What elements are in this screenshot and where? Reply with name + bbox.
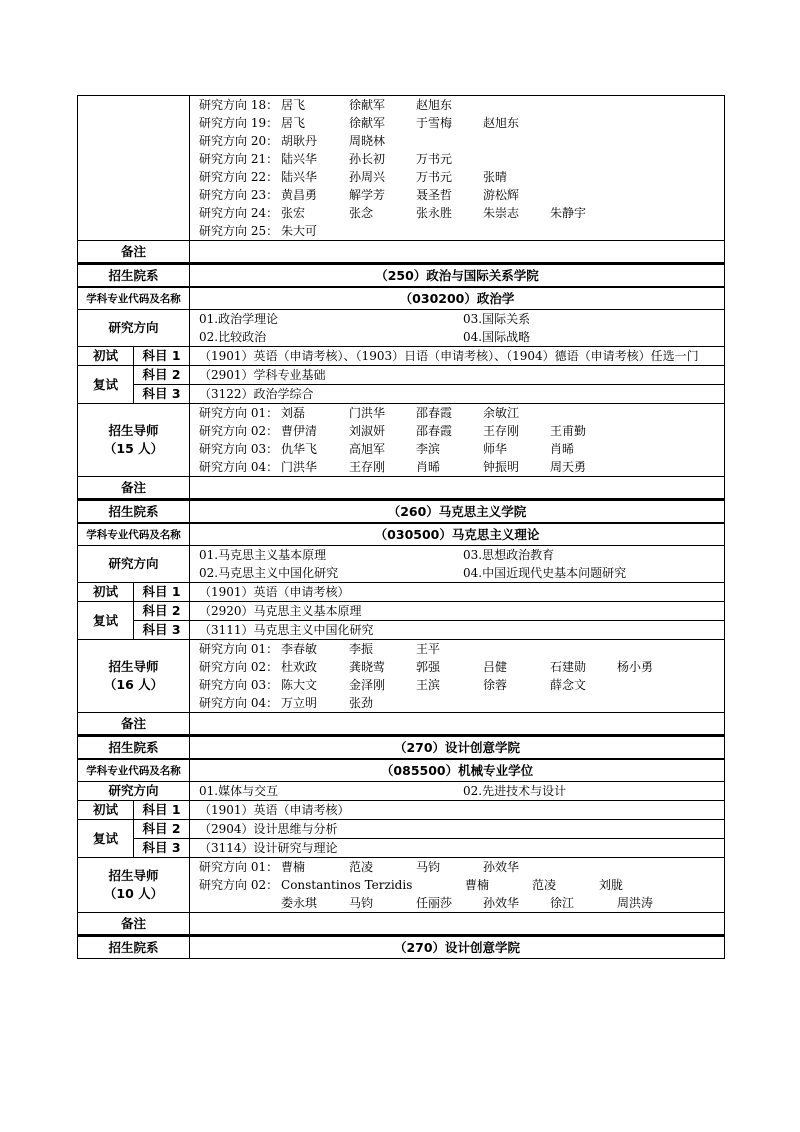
advisor-name: 杨小勇 [617, 660, 654, 674]
remarks-row [78, 477, 725, 499]
major-value: （085500）机械专业学位 [190, 759, 725, 782]
advisor-line [199, 96, 724, 114]
advisor-line [199, 222, 724, 240]
direction-item: 01.政治学理论 [199, 312, 279, 326]
direction-item: 02.马克思主义中国化研究 [199, 566, 339, 580]
advisor-name: 曹伊清 [281, 424, 318, 438]
advisor-name: 王滨 [416, 678, 441, 692]
research-directions [190, 782, 725, 801]
direction-item: 04.中国近现代史基本问题研究 [463, 566, 627, 580]
retest-label: 复试 [78, 366, 134, 404]
subject3-label: 科目 3 [134, 839, 190, 858]
advisor-name: 肖晞 [550, 442, 575, 456]
advisor-name: 陆兴华 [281, 152, 318, 166]
subject3-label: 科目 3 [134, 385, 190, 404]
advisor-name: 王存刚 [483, 424, 520, 438]
advisor-name: 石建勋 [550, 660, 587, 674]
advisor-name: 孙效华 [483, 860, 520, 874]
advisors-cell [190, 404, 725, 477]
advisor-direction-label: 研究方向 23： [199, 188, 279, 202]
section-table [77, 499, 725, 735]
advisors-row [78, 858, 725, 913]
advisor-name: 孙长初 [349, 152, 386, 166]
subject3-value: （3114）设计研究与理论 [190, 839, 725, 858]
direction-line [199, 782, 724, 800]
department-value: （250）政治与国际关系学院 [190, 264, 725, 287]
advisor-direction-label: 研究方向 01： [199, 406, 279, 420]
advisor-direction-label: 研究方向 22： [199, 170, 279, 184]
advisor-name: 薛念文 [550, 678, 587, 692]
remarks-row [78, 913, 725, 935]
advisor-name: 余敏江 [483, 406, 520, 420]
research-label: 研究方向 [78, 546, 190, 583]
direction-line [199, 546, 724, 564]
advisor-name: 邵春霞 [416, 424, 453, 438]
initial-exam-row [78, 347, 725, 366]
footer-department-label: 招生院系 [78, 936, 190, 959]
advisor-name: 徐献军 [349, 116, 386, 130]
advisor-name: 万书元 [416, 152, 453, 166]
remarks-value [190, 913, 725, 935]
subject2-label: 科目 2 [134, 820, 190, 839]
research-row [78, 782, 725, 801]
advisor-name: 于雪梅 [416, 116, 453, 130]
subject2-value: （2901）学科专业基础 [190, 366, 725, 385]
advisor-direction-label: 研究方向 21： [199, 152, 279, 166]
advisor-direction-label: 研究方向 18： [199, 98, 279, 112]
advisor-name: 万立明 [281, 696, 318, 710]
advisor-name: 徐蓉 [483, 678, 508, 692]
major-label: 学科专业代码及名称 [78, 523, 190, 546]
advisors-cell [190, 640, 725, 713]
remarks-label: 备注 [78, 913, 190, 935]
subject1-label: 科目 1 [134, 347, 190, 366]
initial-label: 初试 [78, 583, 134, 602]
direction-item: 01.媒体与交互 [199, 784, 279, 798]
advisor-count: （15 人） [103, 441, 164, 456]
subject1-value: （1901）英语（申请考核） [190, 801, 725, 820]
section-table [77, 263, 725, 499]
advisor-name: 黄昌勇 [281, 188, 318, 202]
initial-exam-row [78, 583, 725, 602]
advisors-label-cell [78, 404, 190, 477]
advisor-name: 聂圣哲 [416, 188, 453, 202]
remarks-value [190, 713, 725, 735]
advisor-name: 李滨 [416, 442, 441, 456]
direction-item: 01.马克思主义基本原理 [199, 548, 327, 562]
footer-department-value: （270）设计创意学院 [190, 936, 725, 959]
advisor-name: 周洪涛 [617, 896, 654, 910]
advisor-name: 娄永琪 [281, 896, 318, 910]
advisor-name: Constantinos Terzidis [281, 878, 413, 892]
advisor-name: 王甫勤 [550, 424, 587, 438]
retest-subject3-row [78, 385, 725, 404]
department-value: （270）设计创意学院 [190, 736, 725, 759]
advisor-count: （10 人） [103, 886, 164, 901]
advisor-direction-label: 研究方向 25： [199, 224, 279, 238]
advisor-name: 周天勇 [550, 460, 587, 474]
advisor-direction-label: 研究方向 02： [199, 660, 279, 674]
advisor-name: 范凌 [349, 860, 374, 874]
subject2-value: （2920）马克思主义基本原理 [190, 602, 725, 621]
advisor-name: 徐江 [550, 896, 575, 910]
direction-item: 04.国际战略 [463, 330, 531, 344]
advisor-direction-label: 研究方向 02： [199, 878, 279, 892]
advisor-line [199, 440, 724, 458]
advisor-name: 门洪华 [281, 460, 318, 474]
advisor-name: 朱静宇 [550, 206, 587, 220]
department-row [78, 500, 725, 523]
advisor-direction-label: 研究方向 03： [199, 442, 279, 456]
advisor-direction-label: 研究方向 04： [199, 460, 279, 474]
advisor-name: 游松辉 [483, 188, 520, 202]
advisors-label: 招生导师 [108, 423, 159, 438]
footer-table [77, 935, 725, 959]
advisor-name: 张宏 [281, 206, 306, 220]
subject3-label: 科目 3 [134, 621, 190, 640]
advisor-name: 马钧 [349, 896, 374, 910]
direction-item: 03.思想政治教育 [463, 548, 555, 562]
advisor-name: 邵春霞 [416, 406, 453, 420]
advisor-line [199, 658, 724, 676]
initial-label: 初试 [78, 347, 134, 366]
department-row [78, 736, 725, 759]
advisor-name: 居飞 [281, 98, 306, 112]
advisors-label-cell [78, 640, 190, 713]
advisor-name: 徐献军 [349, 98, 386, 112]
advisor-name: 万书元 [416, 170, 453, 184]
remarks-row [78, 713, 725, 735]
advisor-line [199, 186, 724, 204]
subject3-value: （3111）马克思主义中国化研究 [190, 621, 725, 640]
advisor-name: 仇华飞 [281, 442, 318, 456]
advisor-direction-label: 研究方向 02： [199, 424, 279, 438]
advisor-name: 刘磊 [281, 406, 306, 420]
top-remarks-label: 备注 [78, 241, 190, 263]
advisor-name: 龚晓莺 [349, 660, 386, 674]
advisor-line [199, 114, 724, 132]
advisor-direction-label: 研究方向 03： [199, 678, 279, 692]
advisor-name: 周晓林 [349, 134, 386, 148]
advisors-label: 招生导师 [108, 659, 159, 674]
advisor-name: 师华 [483, 442, 508, 456]
advisor-name: 王平 [416, 642, 441, 656]
direction-item: 02.比较政治 [199, 330, 267, 344]
remarks-label: 备注 [78, 477, 190, 499]
admissions-table [77, 95, 725, 263]
department-value: （260）马克思主义学院 [190, 500, 725, 523]
initial-label: 初试 [78, 801, 134, 820]
remarks-value [190, 477, 725, 499]
research-row [78, 310, 725, 347]
retest-subject3-row [78, 839, 725, 858]
research-label: 研究方向 [78, 782, 190, 801]
advisors-label: 招生导师 [108, 868, 159, 883]
department-label: 招生院系 [78, 500, 190, 523]
direction-line [199, 564, 724, 582]
advisor-line [199, 150, 724, 168]
advisor-direction-label: 研究方向 01： [199, 642, 279, 656]
direction-line [199, 328, 724, 346]
remarks-label: 备注 [78, 713, 190, 735]
subject2-value: （2904）设计思维与分析 [190, 820, 725, 839]
major-row [78, 523, 725, 546]
advisor-name: 孙效华 [483, 896, 520, 910]
advisors-row [78, 404, 725, 477]
research-row [78, 546, 725, 583]
retest-subject3-row [78, 621, 725, 640]
major-label: 学科专业代码及名称 [78, 759, 190, 782]
advisor-name: 郭强 [416, 660, 441, 674]
advisor-name: 张永胜 [416, 206, 453, 220]
advisor-line [199, 404, 724, 422]
advisor-name: 曹楠 [465, 878, 490, 892]
advisor-name: 居飞 [281, 116, 306, 130]
research-directions [190, 546, 725, 583]
department-label: 招生院系 [78, 264, 190, 287]
top-remarks-value [190, 241, 725, 263]
advisor-direction-label: 研究方向 19： [199, 116, 279, 130]
advisor-name: 刘淑妍 [349, 424, 386, 438]
major-value: （030500）马克思主义理论 [190, 523, 725, 546]
retest-subject2-row [78, 602, 725, 621]
advisor-name: 赵旭东 [483, 116, 520, 130]
advisor-direction-label: 研究方向 20： [199, 134, 279, 148]
advisor-name: 刘胧 [599, 878, 624, 892]
advisor-name: 任丽莎 [416, 896, 453, 910]
advisor-name: 李振 [349, 642, 374, 656]
admissions-document [77, 95, 724, 959]
section-table [77, 735, 725, 935]
advisor-line [199, 204, 724, 222]
advisor-name: 朱大可 [281, 224, 318, 238]
direction-item: 03.国际关系 [463, 312, 531, 326]
advisors-cell [190, 858, 725, 913]
top-advisors-cell [190, 96, 725, 241]
research-label: 研究方向 [78, 310, 190, 347]
major-row [78, 759, 725, 782]
retest-subject2-row [78, 820, 725, 839]
advisor-name: 张晴 [483, 170, 508, 184]
advisor-name: 钟振明 [483, 460, 520, 474]
advisor-direction-label: 研究方向 04： [199, 696, 279, 710]
advisor-name: 李春敏 [281, 642, 318, 656]
advisor-line [199, 458, 724, 476]
advisor-name: 马钧 [416, 860, 441, 874]
advisor-name: 胡耿丹 [281, 134, 318, 148]
advisor-line [199, 694, 724, 712]
advisor-line [199, 894, 724, 912]
advisor-name: 肖晞 [416, 460, 441, 474]
subject3-value: （3122）政治学综合 [190, 385, 725, 404]
advisor-name: 吕健 [483, 660, 508, 674]
advisor-name: 门洪华 [349, 406, 386, 420]
major-value: （030200）政治学 [190, 287, 725, 310]
direction-line [199, 310, 724, 328]
research-directions [190, 310, 725, 347]
advisor-count: （16 人） [103, 677, 164, 692]
subject1-value: （1901）英语（申请考核）、（1903）日语（申请考核）、（1904）德语（申请考核）任选一门 [190, 347, 725, 366]
advisor-line [199, 676, 724, 694]
major-label: 学科专业代码及名称 [78, 287, 190, 310]
major-row [78, 287, 725, 310]
advisor-direction-label: 研究方向 01： [199, 860, 279, 874]
subject1-label: 科目 1 [134, 801, 190, 820]
top-advisors-row [78, 96, 725, 241]
retest-subject2-row [78, 366, 725, 385]
advisor-name: 张劲 [349, 696, 374, 710]
retest-label: 复试 [78, 602, 134, 640]
department-row [78, 264, 725, 287]
advisor-name: 高旭军 [349, 442, 386, 456]
footer-department-row [78, 936, 725, 959]
advisor-name: 孙周兴 [349, 170, 386, 184]
subject1-value: （1901）英语（申请考核） [190, 583, 725, 602]
advisor-line [199, 168, 724, 186]
advisor-line [199, 858, 724, 876]
top-advisor-lines [199, 96, 724, 240]
advisor-line [199, 132, 724, 150]
top-advisors-label-cell [78, 96, 190, 241]
advisor-name: 王存刚 [349, 460, 386, 474]
subject2-label: 科目 2 [134, 602, 190, 621]
advisor-direction-label: 研究方向 24： [199, 206, 279, 220]
top-remarks-row [78, 241, 725, 263]
advisor-name: 赵旭东 [416, 98, 453, 112]
advisors-label-cell [78, 858, 190, 913]
advisor-name: 曹楠 [281, 860, 306, 874]
advisor-name: 张念 [349, 206, 374, 220]
direction-item: 02.先进技术与设计 [463, 784, 567, 798]
initial-exam-row [78, 801, 725, 820]
advisor-name: 金泽刚 [349, 678, 386, 692]
department-label: 招生院系 [78, 736, 190, 759]
advisor-name: 陆兴华 [281, 170, 318, 184]
advisor-line [199, 640, 724, 658]
advisor-name: 范凌 [532, 878, 557, 892]
advisor-name: 杜欢政 [281, 660, 318, 674]
advisors-row [78, 640, 725, 713]
advisor-name: 陈大文 [281, 678, 318, 692]
advisor-line [199, 422, 724, 440]
subject1-label: 科目 1 [134, 583, 190, 602]
advisor-name: 解学芳 [349, 188, 386, 202]
advisor-name: 朱崇志 [483, 206, 520, 220]
retest-label: 复试 [78, 820, 134, 858]
subject2-label: 科目 2 [134, 366, 190, 385]
advisor-line [199, 876, 724, 894]
sections-container [77, 263, 724, 935]
